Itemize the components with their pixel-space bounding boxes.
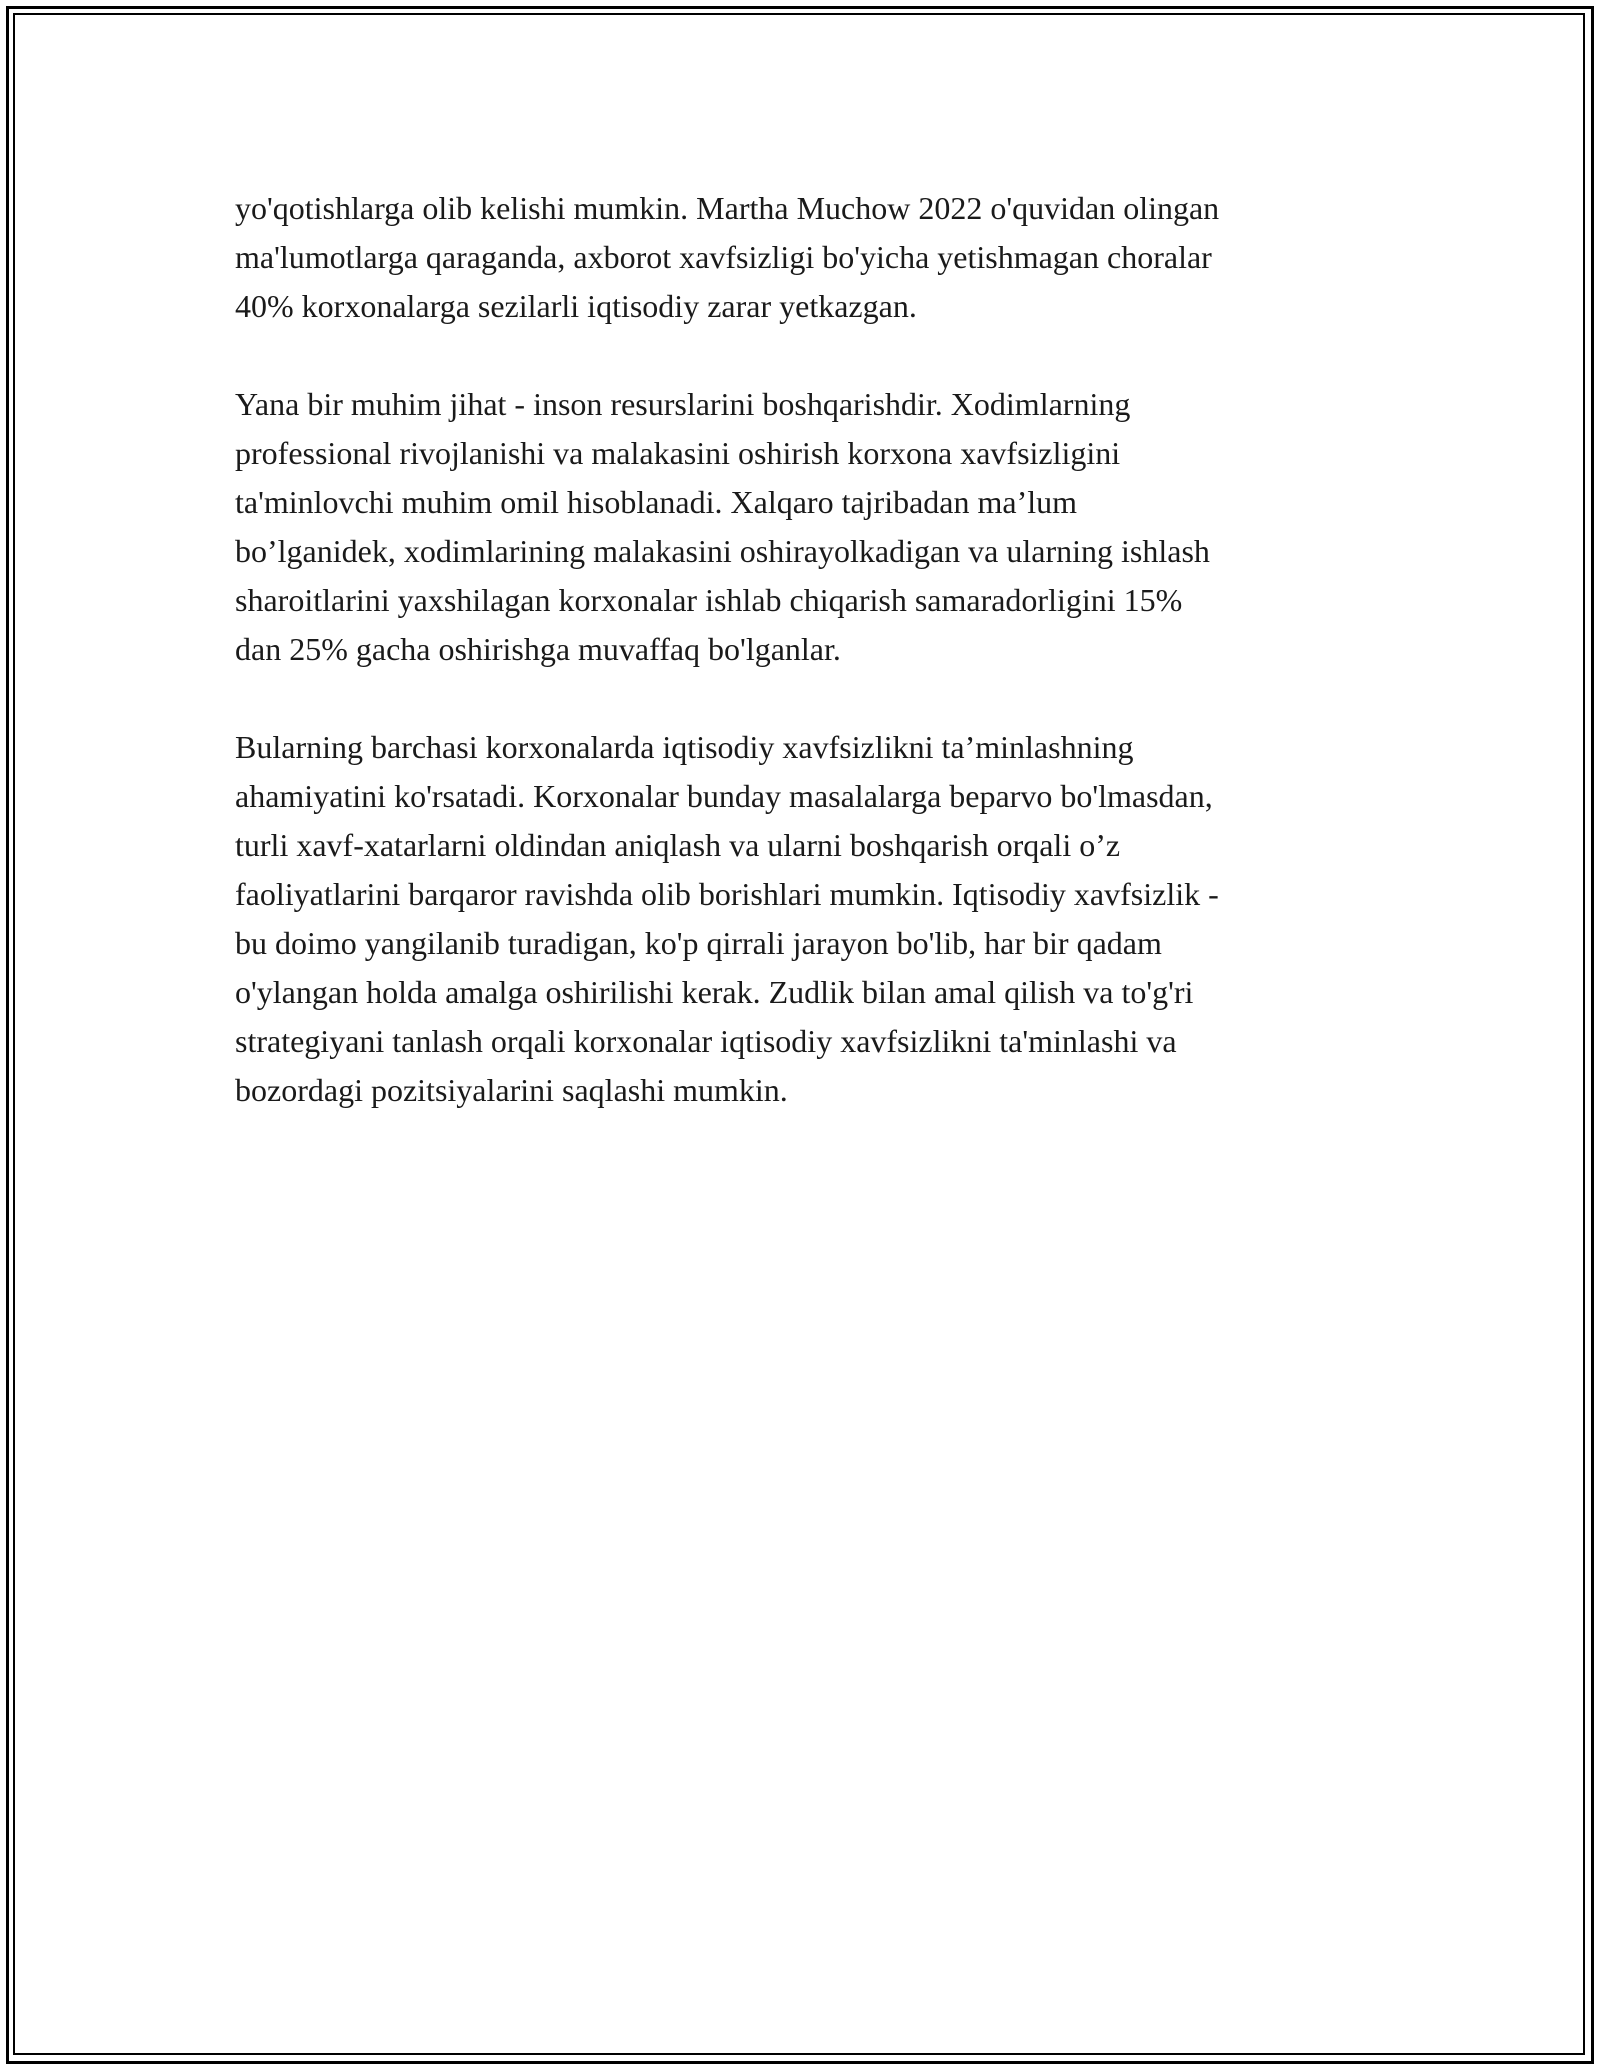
- paragraph-1: [235, 184, 1375, 331]
- text-line: ta'minlovchi muhim omil hisoblanadi. Xalqaro tajribadan ma’lum: [235, 484, 1078, 520]
- text-line: strategiyani tanlash orqali korxonalar iqtisodiy xavfsizlikni ta'minlashi va: [235, 1023, 1177, 1059]
- text-line: faoliyatlarini barqaror ravishda olib borishlari mumkin. Iqtisodiy xavfsizlik -: [235, 876, 1219, 912]
- document-body: [235, 184, 1375, 1164]
- text-line: 40% korxonalarga sezilarli iqtisodiy zarar yetkazgan.: [235, 288, 917, 324]
- text-line: o'ylangan holda amalga oshirilishi kerak. Zudlik bilan amal qilish va to'g'ri: [235, 974, 1194, 1010]
- text-line: Bularning barchasi korxonalarda iqtisodiy xavfsizlikni ta’minlashning: [235, 729, 1134, 765]
- text-line: bozordagi pozitsiyalarini saqlashi mumkin.: [235, 1072, 788, 1108]
- text-line: ahamiyatini ko'rsatadi. Korxonalar bunday masalalarga beparvo bo'lmasdan,: [235, 778, 1213, 814]
- paragraph-2: [235, 380, 1375, 674]
- paragraph-3: [235, 723, 1375, 1115]
- text-line: ma'lumotlarga qaraganda, axborot xavfsizligi bo'yicha yetishmagan choralar: [235, 239, 1212, 275]
- text-line: dan 25% gacha oshirishga muvaffaq bo'lganlar.: [235, 631, 841, 667]
- text-line: yo'qotishlarga olib kelishi mumkin. Martha Muchow 2022 o'quvidan olingan: [235, 190, 1220, 226]
- text-line: bu doimo yangilanib turadigan, ko'p qirrali jarayon bo'lib, har bir qadam: [235, 925, 1162, 961]
- text-line: Yana bir muhim jihat - inson resurslarini boshqarishdir. Xodimlarning: [235, 386, 1131, 422]
- text-line: bo’lganidek, xodimlarining malakasini oshirayolkadigan va ularning ishlash: [235, 533, 1210, 569]
- text-line: turli xavf-xatarlarni oldindan aniqlash va ularni boshqarish orqali o’z: [235, 827, 1121, 863]
- text-line: professional rivojlanishi va malakasini oshirish korxona xavfsizligini: [235, 435, 1121, 471]
- text-line: sharoitlarini yaxshilagan korxonalar ishlab chiqarish samaradorligini 15%: [235, 582, 1183, 618]
